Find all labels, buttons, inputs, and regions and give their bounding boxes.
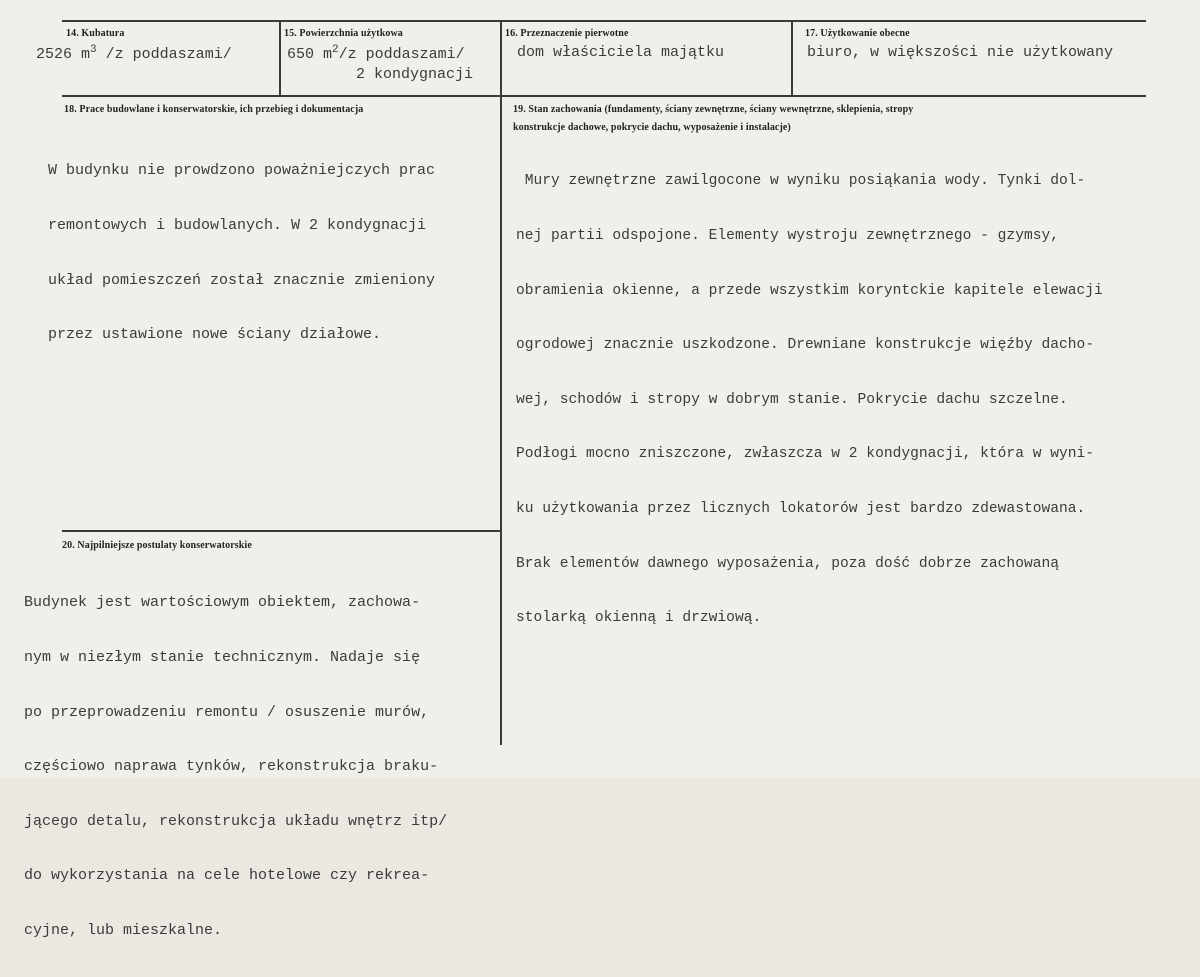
value-powierzchnia-line2: 2 kondygnacji (356, 66, 474, 83)
label-postulaty: 20. Najpilniejsze postulaty konserwatorskie (62, 540, 252, 551)
prace-line: W budynku nie prowdzono poważniejczych prac (48, 162, 436, 180)
value-przeznaczenie: dom właściciela majątku (517, 44, 725, 61)
stan-line: Brak elementów dawnego wyposażenia, poza dość dobrze zachowaną (516, 555, 1059, 572)
section-20-top-rule (62, 530, 501, 532)
powierzchnia-exponent: 2 (332, 44, 339, 56)
postulaty-line: cyjne, lub mieszkalne. (24, 922, 223, 940)
stan-line: Mury zewnętrzne zawilgocone w wyniku posiąkania wody. Tynki dol- (516, 173, 1086, 190)
text-prace (48, 126, 435, 381)
prace-line: remontowych i budowlanych. W 2 kondygnacji (48, 217, 427, 235)
stan-line: wej, schodów i stropy w dobrym stanie. Pokrycie dachu szczelne. (516, 391, 1068, 408)
kubatura-exponent: 3 (90, 44, 97, 56)
stan-line: Podłogi mocno zniszczone, zwłaszcza w 2 kondygnacji, która w wyni- (516, 446, 1095, 463)
stan-line: nej partii odspojone. Elementy wystroju zewnętrznego - gzymsy, (516, 228, 1059, 245)
top-rule (62, 20, 1146, 22)
stan-line: obramienia okienne, a przede wszystkim koryntckie kapitele elewacji (516, 282, 1103, 299)
prace-line: przez ustawione nowe ściany działowe. (48, 326, 382, 344)
kubatura-rest: /z poddaszami/ (105, 46, 232, 63)
divider-15-16 (500, 20, 502, 97)
label-stan-line2: konstrukcje dachowe, pokrycie dachu, wyposażenie i instalacje) (513, 122, 791, 133)
powierzchnia-unit: m (323, 46, 333, 63)
powierzchnia-rest: /z poddaszami/ (338, 46, 465, 63)
text-postulaty (24, 558, 447, 977)
value-uzytkowanie: biuro, w większości nie użytkowany (807, 44, 1114, 61)
stan-line: stolarką okienną i drzwiową. (516, 610, 762, 627)
kubatura-number: 2526 (36, 46, 73, 63)
divider-14-15 (279, 20, 281, 97)
powierzchnia-number: 650 (287, 46, 315, 63)
postulaty-line: po przeprowadzeniu remontu / osuszenie murów, (24, 703, 430, 721)
value-powierzchnia (287, 46, 465, 64)
postulaty-line: nym w niezłym stanie technicznym. Nadaje się (24, 649, 421, 667)
divider-16-17 (791, 20, 793, 97)
label-uzytkowanie: 17. Użytkowanie obecne (805, 28, 910, 39)
kubatura-unit: m (81, 46, 91, 63)
label-powierzchnia: 15. Powierzchnia użytkowa (284, 28, 403, 39)
label-kubatura: 14. Kubatura (66, 28, 125, 39)
postulaty-line: do wykorzystania na cele hotelowe czy rekrea- (24, 867, 430, 885)
prace-line: układ pomieszczeń został znacznie zmieniony (48, 271, 436, 289)
header-bottom-rule (62, 95, 1146, 97)
label-przeznaczenie: 16. Przeznaczenie pierwotne (505, 28, 629, 39)
postulaty-line: częściowo naprawa tynków, rekonstrukcja braku- (24, 758, 439, 776)
text-stan (516, 136, 1103, 664)
stan-line: ku użytkowania przez licznych lokatorów jest bardzo zdewastowana. (516, 501, 1086, 518)
stan-line: ogrodowej znacznie uszkodzone. Drewniane konstrukcje więźby dacho- (516, 337, 1095, 354)
label-stan-line1: 19. Stan zachowania (fundamenty, ściany zewnętrzne, ściany wewnętrzne, sklepienia, stropy (513, 104, 914, 115)
value-kubatura (36, 46, 232, 64)
center-vertical-rule (500, 95, 502, 745)
postulaty-line: jącego detalu, rekonstrukcja układu wnętrz itp/ (24, 812, 448, 830)
label-prace: 18. Prace budowlane i konserwatorskie, ich przebieg i dokumentacja (64, 104, 364, 115)
postulaty-line: Budynek jest wartościowym obiektem, zachowa- (24, 594, 421, 612)
